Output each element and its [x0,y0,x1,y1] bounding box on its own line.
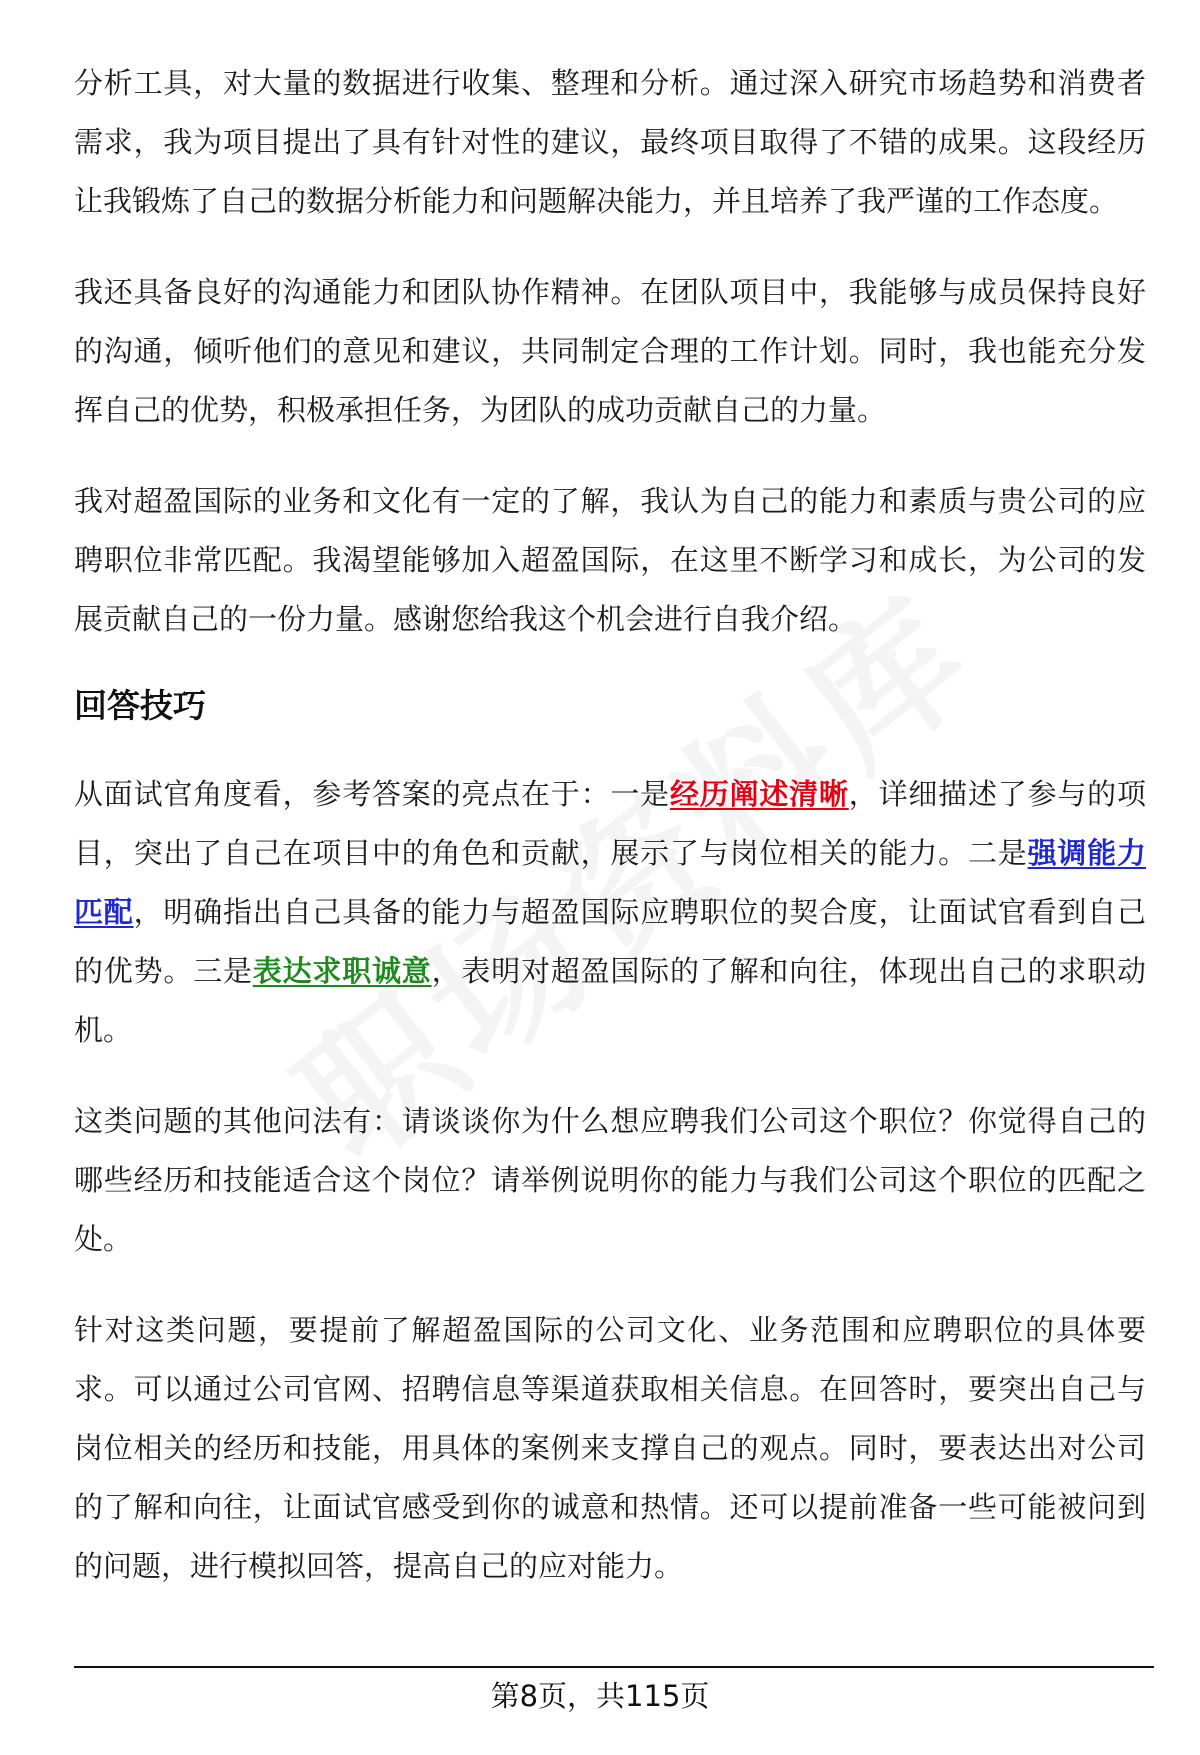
paragraph-other-questions: 这类问题的其他问法有：请谈谈你为什么想应聘我们公司这个职位？你觉得自己的哪些经历和技能适合这个岗位？请举例说明你的能力与我们公司这个职位的匹配之处。 [74,1104,1146,1256]
paragraph-experience: 分析工具，对大量的数据进行收集、整理和分析。通过深入研究市场趋势和消费者需求，我为项目提出了具有针对性的建议，最终项目取得了不错的成果。这段经历让我锻炼了自己的数据分析能力和问题解决能力，并且培养了我严谨的工作态度。 [74,66,1146,218]
highlight-experience: 经历阐述清晰 [669,777,849,811]
tips-text-4: ，表明对超盈国际的了解和向往，体现出自己的求职动机。 [74,954,1146,1047]
highlight-ability-match: 强调能力匹配 [74,836,1146,929]
paragraph-tips [74,765,1146,1060]
paragraph-company-fit: 我对超盈国际的业务和文化有一定的了解，我认为自己的能力和素质与贵公司的应聘职位非常匹配。我渴望能够加入超盈国际，在这里不断学习和成长，为公司的发展贡献自己的一份力量。感谢您给我这个机会进行自我介绍。 [74,484,1146,636]
highlight-sincerity: 表达求职诚意 [252,954,432,988]
paragraph-preparation: 针对这类问题，要提前了解超盈国际的公司文化、业务范围和应聘职位的具体要求。可以通过公司官网、招聘信息等渠道获取相关信息。在回答时，要突出自己与岗位相关的经历和技能，用具体的案例来支撑自己的观点。同时，要表达出对公司的了解和向往，让面试官感受到你的诚意和热情。还可以提前准备一些可能被问到的问题，进行模拟回答，提高自己的应对能力。 [74,1313,1146,1583]
paragraph-teamwork: 我还具备良好的沟通能力和团队协作精神。在团队项目中，我能够与成员保持良好的沟通，倾听他们的意见和建议，共同制定合理的工作计划。同时，我也能充分发挥自己的优势，积极承担任务，为团队的成功贡献自己的力量。 [74,275,1146,427]
document-body [74,54,1146,1628]
section-heading: 回答技巧 [74,686,206,725]
tips-text-2: ，详细描述了参与的项目，突出了自己在项目中的角色和贡献，展示了与岗位相关的能力。二是 [74,777,1146,870]
footer-divider [74,1666,1154,1668]
page-number: 第8页，共115页 [490,1679,710,1713]
tips-text-1: 从面试官角度看，参考答案的亮点在于：一是 [74,777,670,811]
tips-text-3: ，明确指出自己具备的能力与超盈国际应聘职位的契合度，让面试官看到自己的优势。三是 [74,895,1146,988]
